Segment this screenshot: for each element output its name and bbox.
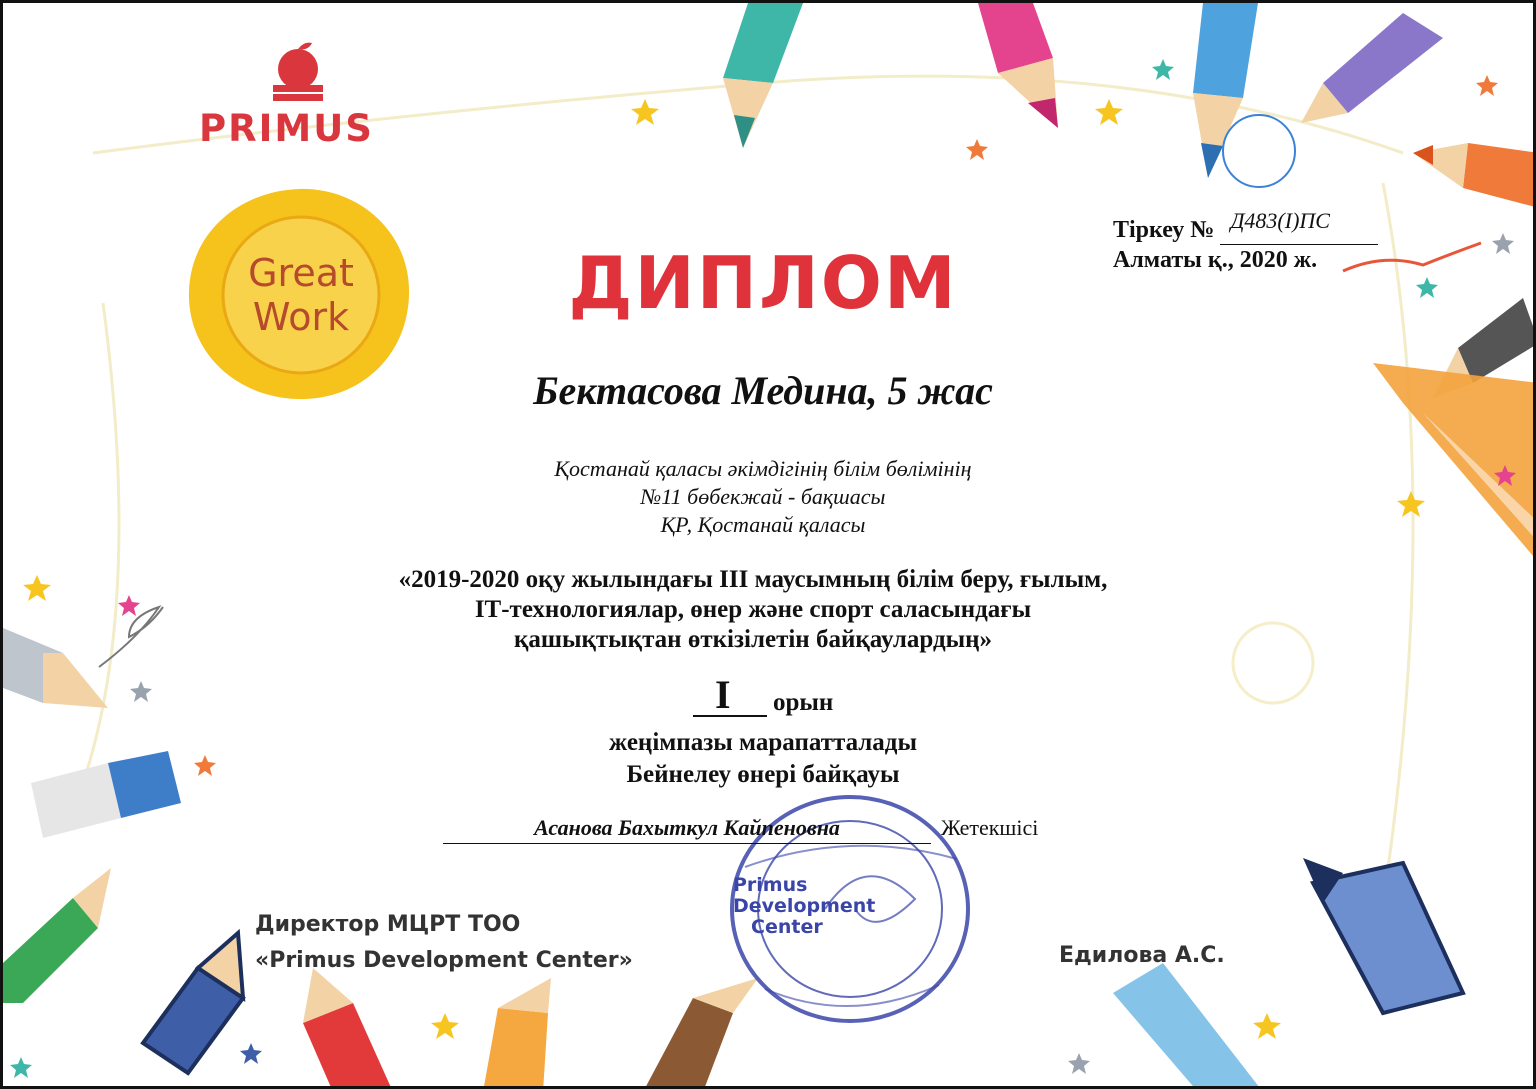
director-title [255, 907, 633, 979]
award-block [463, 727, 1063, 791]
scribble-mark [99, 607, 163, 667]
pencil-purple-icon [1301, 13, 1443, 123]
apple-book-logo-icon [265, 39, 331, 103]
supervisor-label: Жетекшісі [941, 815, 1039, 840]
organization-block [363, 455, 1163, 539]
pencil-gray-left-icon [3, 628, 108, 708]
sketch-sun [1233, 623, 1313, 703]
place-row [693, 672, 834, 717]
director-name: Едилова А.С. [1059, 943, 1225, 968]
registration-label: Тіркеу № [1113, 217, 1215, 243]
pencil-orange-bottom-icon [483, 978, 551, 1089]
ruler-blue-bottom-icon [1113, 963, 1263, 1089]
pencil-cartoon-blue-icon [143, 933, 243, 1073]
recipient-name: Бектасова Медина, 5 жас [533, 368, 993, 413]
director-title-line-2: «Primus Development Center» [255, 948, 633, 973]
contest-line-2: ІТ-технологиялар, өнер және спорт саласындағы [474, 596, 1032, 623]
award-line-2: Бейнелеу өнері байқауы [626, 761, 900, 788]
sketch-line [83, 303, 119, 783]
pencil-red-bottom-icon [303, 968, 393, 1089]
badge-label [221, 251, 381, 339]
pencil-blue-icon [1193, 3, 1258, 178]
registration-number-line [1220, 208, 1378, 245]
brand-logo-text: PRIMUS [199, 107, 374, 150]
registration-place-year: Алматы қ., 2020 ж. [1113, 247, 1318, 273]
contest-block [263, 565, 1243, 655]
stamp-line-3: Center [751, 916, 823, 938]
organization-line-3: ҚР, Қостанай қаласы [660, 512, 866, 537]
pencil-green-icon [3, 868, 111, 1003]
contest-line-3: қашықтықтан өткізілетін байқаулардың» [513, 626, 993, 653]
stamp-line-2: Development [733, 895, 876, 917]
ruler-triangle-icon [1373, 363, 1536, 563]
organization-line-1: Қостанай қаласы әкімдігінің білім бөлімінің [554, 456, 972, 481]
eraser-icon [31, 751, 181, 838]
badge-line-2: Work [252, 295, 350, 339]
pencil-cartoon-right-icon [1303, 858, 1463, 1013]
registration-block [1113, 208, 1378, 275]
scribble-circle [1223, 115, 1295, 187]
director-title-line-1: Директор МЦРТ ТОО [255, 912, 521, 937]
supervisor-name: Асанова Бахыткул Кайпеновна [443, 815, 931, 844]
organization-line-2: №11 бөбекжай - бақшасы [640, 484, 886, 509]
diploma-title: ДИПЛОМ [568, 241, 958, 325]
award-line-1: жеңімпазы марапатталады [609, 729, 917, 756]
stamp-line-1: Primus [733, 874, 808, 896]
place-value: I [715, 672, 731, 717]
place-label: орын [773, 689, 834, 716]
stamp-text [733, 875, 875, 938]
pencil-teal-icon [723, 3, 803, 148]
sketch-line [1383, 183, 1413, 903]
registration-number: Д483(I)ПС [1230, 208, 1330, 233]
pencil-orange-icon [1413, 143, 1536, 208]
place-line [693, 672, 767, 717]
pencil-pink-icon [978, 3, 1058, 128]
contest-line-1: «2019-2020 оқу жылындағы ІІІ маусымның білім беру, ғылым, [398, 566, 1108, 593]
badge-line-1: Great [248, 251, 354, 295]
